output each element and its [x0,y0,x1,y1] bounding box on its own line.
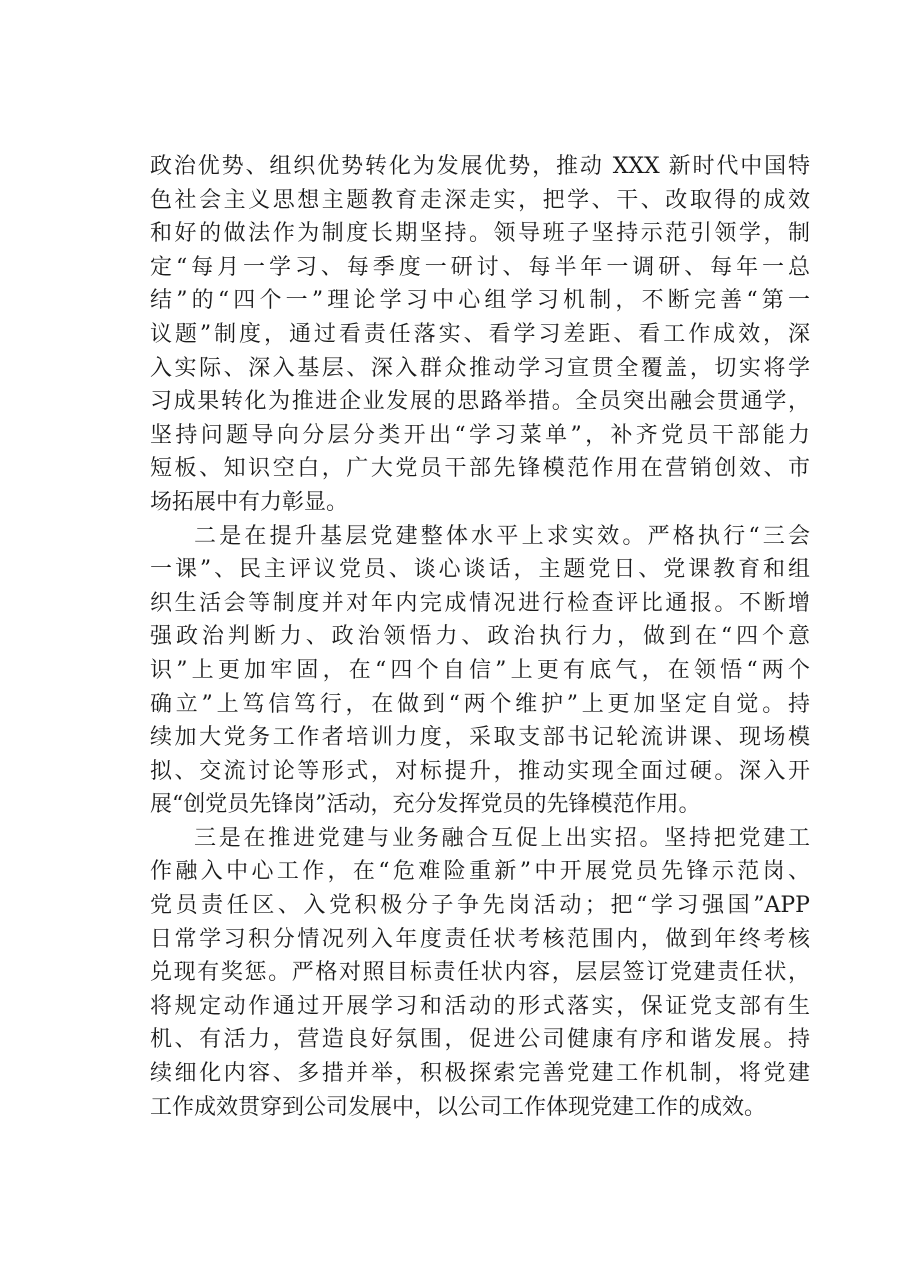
text-line: 识”上更加牢固，在“四个自信”上更有底气，在领悟“两个 [150,657,810,683]
text-line: 入实际、深入基层、深入群众推动学习宣贯全覆盖，切实将学 [150,355,810,381]
document-body [150,150,810,1124]
paragraph-2 [150,520,810,822]
text-line: 和好的做法作为制度长期坚持。领导班子坚持示范引领学，制 [150,221,810,247]
text-line: 作融入中心工作，在“危难险重新”中开展党员先锋示范岗、 [150,859,810,885]
text-line: 定“每月一学习、每季度一研讨、每半年一调研、每年一总 [150,254,810,280]
text-line: 拟、交流讨论等形式，对标提升，推动实现全面过硬。深入开 [150,758,810,784]
text-line: 坚持问题导向分层分类开出“学习菜单”，补齐党员干部能力 [150,422,810,448]
text-line: 场拓展中有力彰显。 [150,489,349,515]
paragraph-3 [150,822,810,1124]
text-line: 二是在提升基层党建整体水平上求实效。严格执行“三会 [194,523,810,549]
paragraph-1 [150,150,810,520]
text-line: 结”的“四个一”理论学习中心组学习机制，不断完善“第一 [150,288,810,314]
text-line: 织生活会等制度并对年内完成情况进行检查评比通报。不断增 [150,590,810,616]
text-line: 习成果转化为推进企业发展的思路举措。全员突出融会贯通学， [150,389,810,415]
text-line: 兑现有奖惩。严格对照目标责任状内容，层层签订党建责任状， [150,960,810,986]
text-line: 三是在推进党建与业务融合互促上出实招。坚持把党建工 [194,825,810,851]
text-line: 将规定动作通过开展学习和活动的形式落实，保证党支部有生 [150,993,810,1019]
text-line: 确立”上笃信笃行，在做到“两个维护”上更加坚定自觉。持 [150,691,810,717]
text-line: 机、有活力，营造良好氛围，促进公司健康有序和谐发展。持 [150,1027,810,1053]
text-line: 议题”制度，通过看责任落实、看学习差距、看工作成效，深 [150,321,810,347]
text-line: 短板、知识空白，广大党员干部先锋模范作用在营销创效、市 [150,456,810,482]
text-line: 政治优势、组织优势转化为发展优势，推动 XXX 新时代中国特 [150,154,810,179]
text-line: 日常学习积分情况列入年度责任状考核范围内，做到年终考核 [150,926,810,952]
text-line: 工作成效贯穿到公司发展中，以公司工作体现党建工作的成效。 [150,1094,767,1120]
text-line: 续加大党务工作者培训力度，采取支部书记轮流讲课、现场模 [150,725,810,751]
text-line: 党员责任区、入党积极分子争先岗活动；把“学习强国”APP [150,893,810,919]
text-line: 一课”、民主评议党员、谈心谈话，主题党日、党课教育和组 [150,557,810,583]
text-line: 强政治判断力、政治领悟力、政治执行力，做到在“四个意 [150,624,810,650]
text-line: 色社会主义思想主题教育走深走实，把学、干、改取得的成效 [150,187,810,213]
text-line: 展“创党员先锋岗”活动，充分发挥党员的先锋模范作用。 [150,792,701,818]
text-line: 续细化内容、多措并举，积极探索完善党建工作机制，将党建 [150,1061,810,1087]
